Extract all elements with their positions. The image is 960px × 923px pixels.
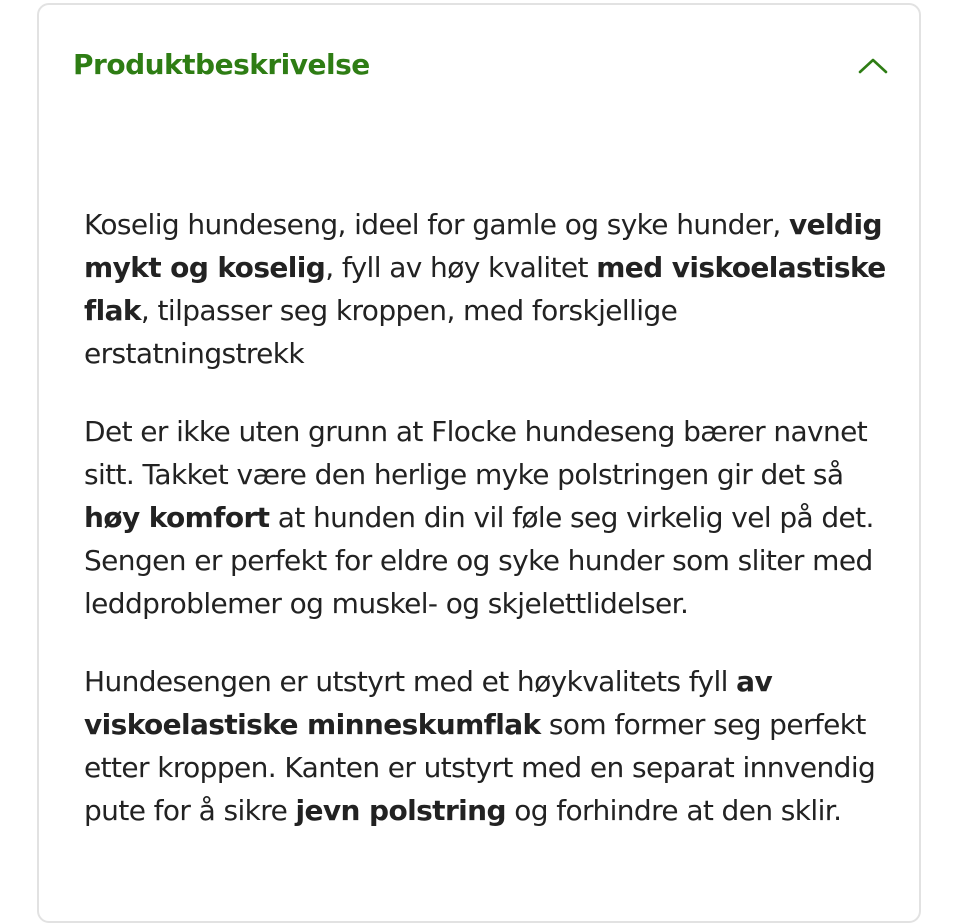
bold-text-segment: av viskoelastiske minneskumflak [84,665,773,741]
description-paragraph [84,203,894,375]
accordion-header[interactable] [39,5,919,127]
product-description-accordion [37,3,921,923]
text-segment: , tilpasser seg kroppen, med forskjellige erstatningstrekk [84,294,678,370]
text-segment: Koselig hundeseng, ideel for gamle og syke hunder, [84,208,789,241]
text-segment: , fyll av høy kvalitet [325,251,597,284]
text-segment: Hundesengen er utstyrt med et høykvalitets fyll [84,665,737,698]
bold-text-segment: jevn polstring [295,794,506,827]
description-body [84,203,894,867]
description-paragraph [84,410,894,625]
text-segment: som former seg perfekt etter kroppen. Kanten er utstyrt med en separat innvendig pute for å sikre [84,708,876,827]
text-segment: og forhindre at den sklir. [505,794,842,827]
description-paragraph [84,660,894,832]
text-segment: Det er ikke uten grunn at Flocke hundeseng bærer navnet sitt. Takket være den herlige myke polstringen gir det så [84,415,868,491]
bold-text-segment: høy komfort [84,501,270,534]
text-segment: at hunden din vil føle seg virkelig vel på det. Sengen er perfekt for eldre og syke hunder som sliter med leddproblemer og muskel- og skjelettlidelser. [84,501,874,620]
chevron-up-icon[interactable] [857,53,889,77]
bold-text-segment: veldig mykt og koselig [84,208,882,284]
bold-text-segment: med viskoelastiske flak [84,251,886,327]
accordion-title: Produktbeskrivelse [73,48,370,81]
